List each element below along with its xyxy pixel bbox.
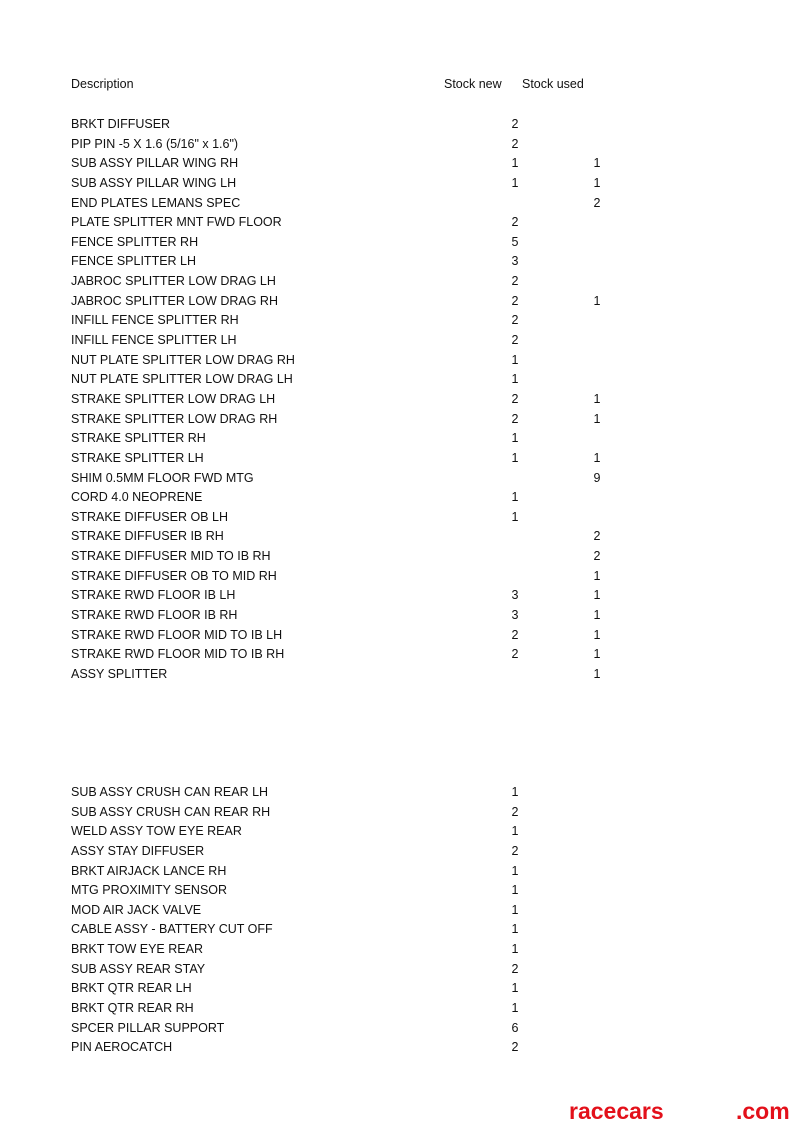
- column-header-description: Description: [71, 77, 134, 91]
- watermark-racecars: racecars: [569, 1098, 664, 1124]
- part-description: MOD AIR JACK VALVE: [71, 902, 202, 917]
- part-description: STRAKE SPLITTER RH: [71, 431, 206, 446]
- stock-new-value: 3: [511, 254, 519, 269]
- part-description: PIP PIN -5 X 1.6 (5/16" x 1.6"): [71, 136, 239, 151]
- stock-new-value: 3: [511, 608, 519, 623]
- part-description: STRAKE RWD FLOOR MID TO IB RH: [71, 647, 285, 662]
- stock-new-value: 5: [511, 234, 519, 249]
- stock-used-value: 1: [593, 647, 601, 662]
- stock-used-value: 1: [593, 175, 601, 190]
- table-row: [0, 175, 806, 195]
- stock-new-value: 1: [511, 156, 519, 171]
- stock-new-value: 2: [511, 313, 519, 328]
- part-description: STRAKE DIFFUSER MID TO IB RH: [71, 549, 271, 564]
- part-description: ASSY STAY DIFFUSER: [71, 843, 205, 858]
- stock-new-value: 3: [511, 588, 519, 603]
- table-row: [0, 882, 806, 902]
- table-row: [0, 804, 806, 824]
- table-row: [0, 980, 806, 1000]
- part-description: CORD 4.0 NEOPRENE: [71, 490, 203, 505]
- part-description: BRKT QTR REAR LH: [71, 981, 192, 996]
- table-row: [0, 136, 806, 156]
- table-row: [0, 195, 806, 215]
- stock-new-value: 2: [511, 117, 519, 131]
- table-row: [0, 371, 806, 391]
- table-row: [0, 293, 806, 313]
- stock-new-value: 2: [511, 293, 519, 308]
- stock-new-value: 2: [511, 627, 519, 642]
- table-row: [0, 430, 806, 450]
- stock-new-value: 2: [511, 961, 519, 976]
- table-row: [0, 332, 806, 352]
- stock-new-value: 1: [511, 490, 519, 505]
- part-description: BRKT QTR REAR RH: [71, 1001, 194, 1016]
- part-description: STRAKE SPLITTER LOW DRAG LH: [71, 391, 276, 406]
- stock-used-value: 2: [593, 529, 601, 544]
- part-description: STRAKE RWD FLOOR IB LH: [71, 588, 236, 603]
- table-row: [0, 568, 806, 588]
- part-description: BRKT TOW EYE REAR: [71, 942, 203, 957]
- stock-new-value: 2: [511, 274, 519, 289]
- part-description: STRAKE DIFFUSER IB RH: [71, 529, 224, 544]
- stock-new-value: 1: [511, 352, 519, 367]
- table-row: [0, 902, 806, 922]
- table-row: [0, 823, 806, 843]
- stock-new-value: 1: [511, 450, 519, 465]
- stock-new-value: 2: [511, 215, 519, 230]
- stock-new-value: 1: [511, 431, 519, 446]
- part-description: INFILL FENCE SPLITTER RH: [71, 313, 239, 328]
- column-header-stock-used: Stock used: [522, 77, 584, 91]
- table-row: [0, 1000, 806, 1020]
- table-row: [0, 312, 806, 332]
- stock-new-value: 1: [511, 372, 519, 387]
- part-description: INFILL FENCE SPLITTER LH: [71, 333, 237, 348]
- stock-new-value: 1: [511, 863, 519, 878]
- table-row: [0, 646, 806, 666]
- part-description: BRKT AIRJACK LANCE RH: [71, 863, 227, 878]
- part-description: PIN AEROCATCH: [71, 1040, 173, 1055]
- table-row: [0, 528, 806, 548]
- part-description: STRAKE DIFFUSER OB TO MID RH: [71, 568, 277, 583]
- stock-new-value: 1: [511, 883, 519, 898]
- table-row: [0, 921, 806, 941]
- column-header-stock-new: Stock new: [444, 77, 502, 91]
- stock-used-value: 1: [593, 627, 601, 642]
- table-row: [0, 548, 806, 568]
- stock-new-value: 2: [511, 136, 519, 151]
- part-description: FENCE SPLITTER RH: [71, 234, 199, 249]
- stock-new-value: 1: [511, 922, 519, 937]
- part-description: STRAKE SPLITTER LOW DRAG RH: [71, 411, 278, 426]
- table-row: [0, 214, 806, 234]
- table-row: [0, 391, 806, 411]
- stock-used-value: 1: [593, 450, 601, 465]
- part-description: PLATE SPLITTER MNT FWD FLOOR: [71, 215, 282, 230]
- stock-new-value: 2: [511, 411, 519, 426]
- part-description: SUB ASSY REAR STAY: [71, 961, 206, 976]
- table-row: [0, 843, 806, 863]
- table-row: [0, 941, 806, 961]
- part-description: JABROC SPLITTER LOW DRAG LH: [71, 274, 276, 289]
- table-row: [0, 627, 806, 647]
- stock-new-value: 1: [511, 981, 519, 996]
- stock-new-value: 1: [511, 902, 519, 917]
- stock-new-value: 1: [511, 1001, 519, 1016]
- stock-new-value: 2: [511, 1040, 519, 1055]
- part-description: FENCE SPLITTER LH: [71, 254, 197, 269]
- stock-used-value: 1: [593, 411, 601, 426]
- table-row: [0, 116, 806, 136]
- table-row: [0, 450, 806, 470]
- stock-used-value: 1: [593, 568, 601, 583]
- table-row: [0, 666, 806, 686]
- table-row: [0, 1039, 806, 1059]
- table-row: [0, 784, 806, 804]
- table-row: [0, 155, 806, 175]
- table-row: [0, 352, 806, 372]
- table-row: [0, 470, 806, 490]
- part-description: END PLATES LEMANS SPEC: [71, 195, 241, 210]
- stock-used-value: 9: [593, 470, 601, 485]
- stock-new-value: 2: [511, 333, 519, 348]
- table-row: [0, 273, 806, 293]
- part-description: STRAKE RWD FLOOR MID TO IB LH: [71, 627, 283, 642]
- part-description: CABLE ASSY - BATTERY CUT OFF: [71, 922, 273, 937]
- table-row: [0, 607, 806, 627]
- part-description: SUB ASSY CRUSH CAN REAR LH: [71, 785, 269, 799]
- stock-new-value: 2: [511, 391, 519, 406]
- parts-table-section-2: [0, 784, 806, 1059]
- stock-used-value: 1: [593, 391, 601, 406]
- parts-table-section-1: [0, 116, 806, 686]
- stock-new-value: 1: [511, 824, 519, 839]
- stock-used-value: 2: [593, 549, 601, 564]
- part-description: STRAKE RWD FLOOR IB RH: [71, 608, 238, 623]
- stock-used-value: 1: [593, 666, 601, 681]
- stock-new-value: 1: [511, 942, 519, 957]
- stock-new-value: 1: [511, 785, 519, 799]
- table-row: [0, 234, 806, 254]
- stock-used-value: 1: [593, 588, 601, 603]
- table-row: [0, 509, 806, 529]
- part-description: SHIM 0.5MM FLOOR FWD MTG: [71, 470, 254, 485]
- table-row: [0, 587, 806, 607]
- stock-used-value: 1: [593, 156, 601, 171]
- stock-new-value: 6: [511, 1020, 519, 1035]
- stock-new-value: 1: [511, 509, 519, 524]
- table-row: [0, 489, 806, 509]
- stock-new-value: 2: [511, 804, 519, 819]
- part-description: JABROC SPLITTER LOW DRAG RH: [71, 293, 278, 308]
- part-description: SPCER PILLAR SUPPORT: [71, 1020, 225, 1035]
- part-description: BRKT DIFFUSER: [71, 117, 171, 131]
- table-row: [0, 1020, 806, 1040]
- part-description: SUB ASSY PILLAR WING LH: [71, 175, 237, 190]
- part-description: WELD ASSY TOW EYE REAR: [71, 824, 242, 839]
- part-description: NUT PLATE SPLITTER LOW DRAG RH: [71, 352, 295, 367]
- stock-new-value: 2: [511, 843, 519, 858]
- part-description: NUT PLATE SPLITTER LOW DRAG LH: [71, 372, 293, 387]
- part-description: ASSY SPLITTER: [71, 666, 168, 681]
- part-description: STRAKE SPLITTER LH: [71, 450, 204, 465]
- table-row: [0, 253, 806, 273]
- stock-used-value: 2: [593, 195, 601, 210]
- watermark-dotcom: .com: [736, 1098, 790, 1124]
- stock-used-value: 1: [593, 293, 601, 308]
- part-description: MTG PROXIMITY SENSOR: [71, 883, 228, 898]
- table-row: [0, 411, 806, 431]
- part-description: SUB ASSY PILLAR WING RH: [71, 156, 239, 171]
- table-row: [0, 863, 806, 883]
- stock-used-value: 1: [593, 608, 601, 623]
- table-row: [0, 961, 806, 981]
- stock-new-value: 2: [511, 647, 519, 662]
- part-description: STRAKE DIFFUSER OB LH: [71, 509, 228, 524]
- part-description: SUB ASSY CRUSH CAN REAR RH: [71, 804, 271, 819]
- stock-new-value: 1: [511, 175, 519, 190]
